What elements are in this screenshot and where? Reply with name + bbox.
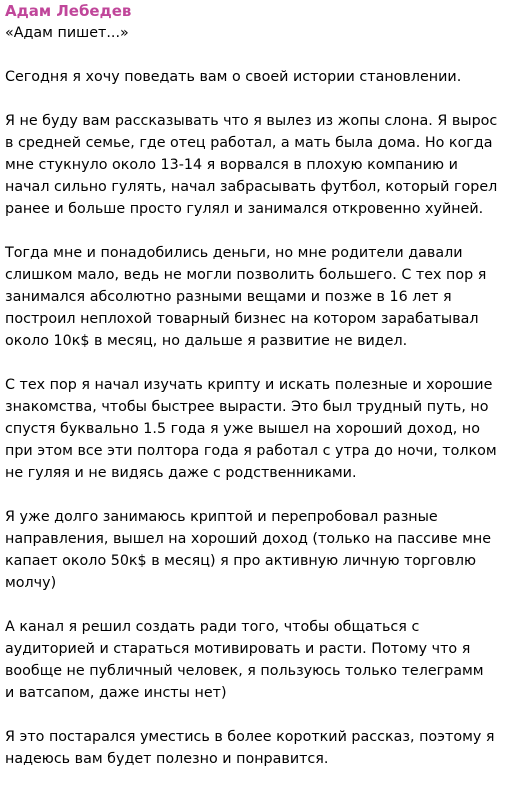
message-text-line: молчу) xyxy=(5,575,57,591)
message-text-line: занимался абсолютно разными вещами и позже в 16 лет я xyxy=(5,289,452,305)
message-text-line: ранее и больше просто гулял и занимался откровенно хуйней. xyxy=(5,201,484,217)
message-text-line: направления, вышел на хороший доход (только на пассиве мне xyxy=(5,531,492,547)
message-bubble xyxy=(5,0,515,792)
message-paragraph xyxy=(5,110,515,220)
message-author-name[interactable]: Адам Лебедев xyxy=(5,2,132,20)
message-text-line: вообще не публичный человек, я пользуюсь только телеграмм xyxy=(5,663,484,679)
message-paragraph xyxy=(5,374,515,484)
message-text-line: Я уже долго занимаюсь криптой и перепробовал разные xyxy=(5,509,438,525)
message-text-line: построил неплохой товарный бизнес на котором зарабатывал xyxy=(5,311,479,327)
message-text-line: и ватсапом, даже инсты нет) xyxy=(5,685,227,701)
message-text-line: аудиторией и стараться мотивировать и расти. Потому что я xyxy=(5,641,471,657)
message-text-line: спустя буквально 1.5 года я уже вышел на хороший доход, но xyxy=(5,421,480,437)
message-paragraph xyxy=(5,66,515,88)
message-text-line: А канал я решил создать ради того, чтобы общаться с xyxy=(5,619,420,635)
message-text-line: надеюсь вам будет полезно и понравится. xyxy=(5,751,329,767)
message-text-line: начал сильно гулять, начал забрасывать футбол, который горел xyxy=(5,179,498,195)
message-text-line: Тогда мне и понадобились деньги, но мне родители давали xyxy=(5,245,463,261)
message-text-line: Я не буду вам рассказывать что я вылез из жопы слона. Я вырос xyxy=(5,113,498,129)
message-paragraph xyxy=(5,506,515,594)
message-paragraph xyxy=(5,242,515,352)
message-text-line: Сегодня я хочу поведать вам о своей истории становлении. xyxy=(5,69,462,85)
message-text-line: около 10к$ в месяц, но дальше я развитие не видел. xyxy=(5,333,408,349)
message-text-line: в средней семье, где отец работал, а мать была дома. Но когда xyxy=(5,135,493,151)
message-body xyxy=(5,66,515,770)
message-paragraph xyxy=(5,616,515,704)
message-text-line: не гуляя и не видясь даже с родственниками. xyxy=(5,465,357,481)
message-paragraph xyxy=(5,726,515,770)
message-signature: «Адам пишет...» xyxy=(5,25,129,41)
message-text-line: при этом все эти полтора года я работал с утра до ночи, толком xyxy=(5,443,497,459)
message-text-line: мне стукнуло около 13-14 я ворвался в плохую компанию и xyxy=(5,157,458,173)
message-text-line: знакомства, чтобы быстрее вырасти. Это был трудный путь, но xyxy=(5,399,489,415)
message-text-line: слишком мало, ведь не могли позволить большего. С тех пор я xyxy=(5,267,487,283)
message-text-line: С тех пор я начал изучать крипту и искать полезные и хорошие xyxy=(5,377,493,393)
message-text-line: капает около 50к$ в месяц) я про активную личную торговлю xyxy=(5,553,477,569)
message-text-line: Я это постарался уместись в более короткий рассказ, поэтому я xyxy=(5,729,495,745)
